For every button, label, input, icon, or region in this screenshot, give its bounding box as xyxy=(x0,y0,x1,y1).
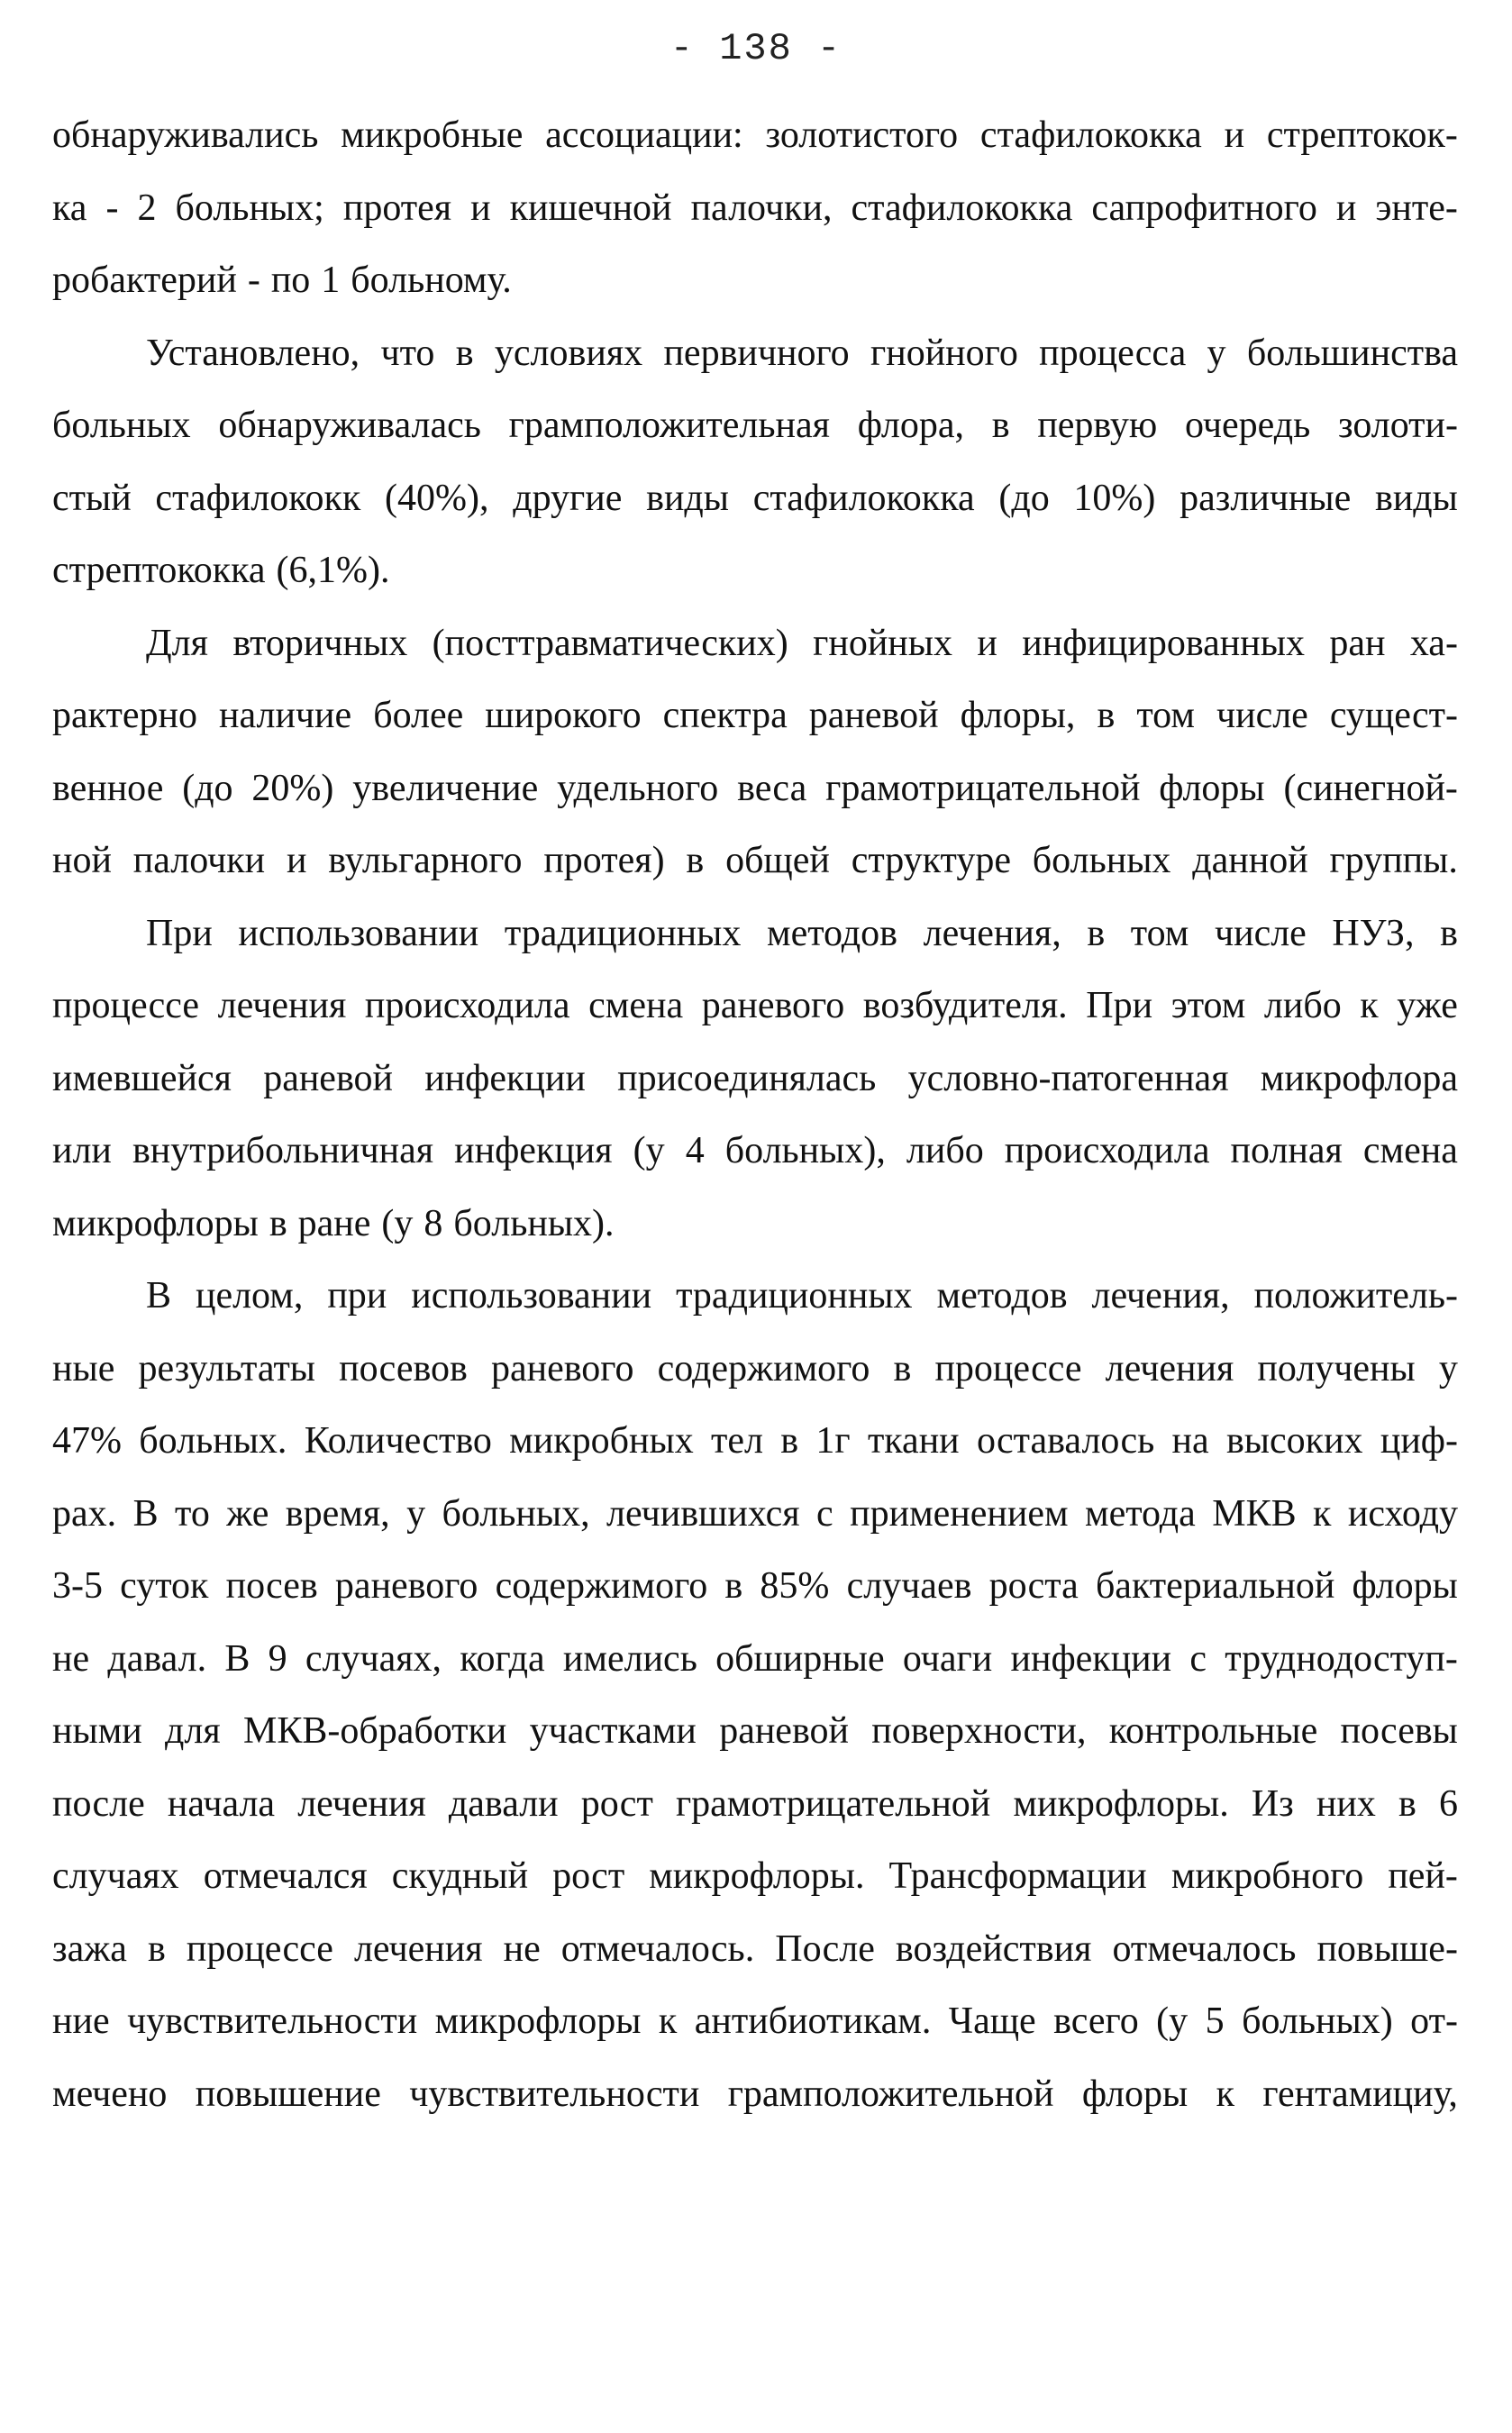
word: виды xyxy=(1374,477,1458,519)
word: флоры, xyxy=(960,695,1076,736)
word: данной xyxy=(1192,840,1308,881)
word: к xyxy=(1360,985,1379,1026)
word: с xyxy=(816,1492,833,1535)
word: гентамициу, xyxy=(1262,2073,1458,2115)
text-line xyxy=(52,970,1458,1043)
word: лечения xyxy=(1105,1347,1234,1390)
word: кишечной xyxy=(509,187,672,229)
word: раневого xyxy=(701,985,845,1026)
text-line xyxy=(52,898,1458,970)
word: циф- xyxy=(1380,1420,1458,1462)
word: в xyxy=(893,1347,912,1390)
word: (40%), xyxy=(385,477,489,519)
word: ране xyxy=(297,1202,371,1244)
word: 6 xyxy=(1438,1782,1458,1825)
word: ные xyxy=(52,1347,115,1390)
word: результаты xyxy=(138,1347,316,1390)
word: в xyxy=(686,840,705,881)
word: веса xyxy=(737,767,807,809)
word: В xyxy=(132,1492,159,1535)
word: вторичных xyxy=(232,622,408,664)
word: 1г xyxy=(815,1420,851,1462)
word: то xyxy=(175,1492,210,1535)
word: инфекции xyxy=(424,1057,586,1099)
word: структуре xyxy=(851,840,1011,881)
text-line xyxy=(52,825,1458,898)
text-line xyxy=(52,1333,1458,1406)
word: лечившихся xyxy=(606,1492,800,1535)
word: традиционных xyxy=(504,912,742,954)
word: микрофлоры. xyxy=(1013,1782,1229,1825)
word: либо xyxy=(1263,985,1342,1026)
word: когда xyxy=(460,1637,545,1680)
word: (до xyxy=(998,477,1050,519)
word: различные xyxy=(1180,477,1352,519)
word: бактериальной xyxy=(1095,1565,1335,1607)
word: труднодоступ- xyxy=(1225,1637,1458,1680)
word: у xyxy=(406,1492,426,1535)
word: При xyxy=(1086,985,1153,1026)
word: стый xyxy=(52,477,132,519)
word: виды xyxy=(646,477,730,519)
word: и xyxy=(977,622,997,664)
word: МКВ-обработки xyxy=(242,1710,507,1752)
word: больному. xyxy=(351,260,512,301)
word: грамположительной xyxy=(727,2073,1054,2115)
word: условно-патогенная xyxy=(907,1057,1229,1099)
word: лечения xyxy=(353,1927,483,1970)
word: случаев xyxy=(846,1565,972,1607)
word: инфекция xyxy=(454,1130,613,1171)
word: робактерий xyxy=(52,260,237,301)
word: в xyxy=(1440,912,1458,954)
text-line xyxy=(52,1043,1458,1116)
word: Для xyxy=(146,622,208,664)
text-line xyxy=(52,244,1458,317)
word: смена xyxy=(1362,1130,1458,1171)
word: большинства xyxy=(1246,332,1458,374)
word: первичного xyxy=(663,332,850,374)
word: давал. xyxy=(107,1637,207,1680)
text-line xyxy=(52,1913,1458,1986)
word: группы. xyxy=(1329,840,1458,881)
word: мечено xyxy=(52,2073,168,2115)
word: общей xyxy=(725,840,830,881)
word: и xyxy=(470,187,491,229)
word: процессе xyxy=(52,985,200,1026)
word: гнойного xyxy=(870,332,1018,374)
word: 4 xyxy=(685,1130,705,1171)
word: Установлено, xyxy=(146,332,360,374)
word: возбудителя. xyxy=(862,985,1068,1026)
word: и xyxy=(1335,187,1357,229)
word: скудный xyxy=(391,1855,529,1897)
word: 47% xyxy=(52,1420,122,1462)
word: по xyxy=(270,260,311,301)
word: микробного xyxy=(1170,1855,1364,1897)
word: Из xyxy=(1251,1782,1294,1825)
word: 5 xyxy=(1205,2000,1225,2042)
word: зажа xyxy=(52,1927,127,1970)
word: сущест- xyxy=(1329,695,1458,736)
word: лечения, xyxy=(923,912,1061,954)
word: отмечался xyxy=(203,1855,368,1897)
word: в xyxy=(780,1420,799,1462)
word: обнаруживались xyxy=(52,114,319,156)
text-line xyxy=(52,1115,1458,1188)
word: микрофлоры xyxy=(52,1202,259,1244)
word: Чаще xyxy=(948,2000,1036,2042)
word: после xyxy=(52,1782,145,1825)
text-line xyxy=(52,607,1458,680)
word: 8 xyxy=(424,1202,443,1244)
word: золоти- xyxy=(1337,405,1458,446)
word: ными xyxy=(52,1710,142,1752)
word: Количество xyxy=(304,1420,492,1462)
word: раневой xyxy=(808,695,939,736)
word: - xyxy=(247,260,260,301)
word: Трансформации xyxy=(888,1855,1147,1897)
word: ран xyxy=(1329,622,1386,664)
word: палочки, xyxy=(690,187,833,229)
word: палочки xyxy=(132,840,266,881)
word: очередь xyxy=(1184,405,1311,446)
word: широкого xyxy=(485,695,642,736)
word: ха- xyxy=(1409,622,1458,664)
word: участками xyxy=(529,1710,697,1752)
word: первую xyxy=(1037,405,1158,446)
word: и xyxy=(1224,114,1245,156)
text-line xyxy=(52,1623,1458,1696)
word: в xyxy=(724,1565,743,1607)
word: к xyxy=(658,2000,678,2042)
word: при xyxy=(327,1275,387,1317)
word: посев xyxy=(225,1565,318,1607)
word: этом xyxy=(1170,985,1246,1026)
word: чувствительности xyxy=(409,2073,700,2115)
text-line xyxy=(52,752,1458,825)
word: применением xyxy=(850,1492,1069,1535)
text-line xyxy=(52,1695,1458,1768)
word: вульгарного xyxy=(328,840,523,881)
word: поверхности, xyxy=(871,1710,1087,1752)
word: МКВ xyxy=(1212,1492,1297,1535)
text-line xyxy=(52,1260,1458,1333)
word: В xyxy=(146,1275,172,1317)
word: инфекции xyxy=(1010,1637,1172,1680)
word: флоры xyxy=(1352,1565,1458,1607)
word: больных, xyxy=(442,1492,590,1535)
word: рах. xyxy=(52,1492,117,1535)
word: в xyxy=(1398,1782,1416,1825)
word: всего xyxy=(1053,2000,1139,2042)
word: 20%) xyxy=(251,767,334,809)
word: в xyxy=(991,405,1010,446)
text-line xyxy=(52,1985,1458,2058)
word: в xyxy=(147,1927,166,1970)
word: стафилококк xyxy=(155,477,361,519)
word: раневой xyxy=(719,1710,849,1752)
word: венное xyxy=(52,767,164,809)
word: наличие xyxy=(219,695,352,736)
word: (у xyxy=(633,1130,665,1171)
word: 3-5 xyxy=(52,1565,103,1607)
word: них xyxy=(1316,1782,1376,1825)
word: ной xyxy=(52,840,112,881)
word: посевов xyxy=(339,1347,468,1390)
word: методов xyxy=(936,1275,1068,1317)
word: грамположительная xyxy=(508,405,830,446)
word: раневой xyxy=(263,1057,393,1099)
word: отмечалось. xyxy=(560,1927,755,1970)
word: повышение xyxy=(195,2073,381,2115)
word: грамотрицательной xyxy=(675,1782,991,1825)
word: 85% xyxy=(760,1565,830,1607)
word: (до xyxy=(182,767,233,809)
word: имевшейся xyxy=(52,1057,232,1099)
word: и xyxy=(286,840,307,881)
word: в xyxy=(1097,695,1116,736)
word: использовании xyxy=(238,912,479,954)
word: либо xyxy=(906,1130,984,1171)
word: очаги xyxy=(902,1637,993,1680)
word: в xyxy=(269,1202,287,1244)
word: микробных xyxy=(509,1420,694,1462)
word: ка xyxy=(52,187,87,229)
text-line xyxy=(52,1840,1458,1913)
word: более xyxy=(373,695,464,736)
word: больных), xyxy=(724,1130,886,1171)
word: чувствительности xyxy=(127,2000,418,2042)
word: больных; xyxy=(175,187,324,229)
word: 9 xyxy=(268,1637,287,1680)
word: к xyxy=(1313,1492,1332,1535)
word: больных). xyxy=(453,1202,615,1244)
word: НУЗ, xyxy=(1332,912,1415,954)
text-line xyxy=(52,534,1458,607)
word: 1 xyxy=(321,260,341,301)
word: смена xyxy=(588,985,684,1026)
word: время, xyxy=(285,1492,390,1535)
word: энте- xyxy=(1375,187,1458,229)
word: положитель- xyxy=(1253,1275,1458,1317)
word: случаях, xyxy=(305,1637,442,1680)
word: к xyxy=(1216,2073,1234,2115)
word: посевы xyxy=(1340,1710,1458,1752)
word: содержимого xyxy=(657,1347,870,1390)
word: После xyxy=(775,1927,875,1970)
word: получены xyxy=(1257,1347,1416,1390)
word: лечения xyxy=(217,985,347,1026)
text-line xyxy=(52,1478,1458,1551)
word: контрольные xyxy=(1108,1710,1318,1752)
word: рост xyxy=(552,1855,625,1897)
word: увеличение xyxy=(352,767,539,809)
word: происходила xyxy=(364,985,570,1026)
word: случаях xyxy=(52,1855,179,1897)
word: раневого xyxy=(491,1347,634,1390)
word: микрофлоры. xyxy=(649,1855,865,1897)
word: микробные xyxy=(341,114,524,156)
word: присоединялась xyxy=(617,1057,877,1099)
word: флора, xyxy=(857,405,964,446)
word: 2 xyxy=(137,187,157,229)
word: от- xyxy=(1410,2000,1458,2042)
word: флоры xyxy=(1159,767,1265,809)
word: обнаруживалась xyxy=(218,405,481,446)
word: При xyxy=(146,912,213,954)
word: ткани xyxy=(867,1420,960,1462)
word: не xyxy=(52,1637,90,1680)
word: что xyxy=(380,332,435,374)
text-line xyxy=(52,1550,1458,1623)
word: тел xyxy=(711,1420,763,1462)
word: спектра xyxy=(662,695,788,736)
word: обширные xyxy=(715,1637,885,1680)
word: процессе xyxy=(186,1927,333,1970)
word: числе xyxy=(1214,912,1307,954)
word: флоры xyxy=(1081,2073,1189,2115)
word: - xyxy=(105,187,119,229)
word: (у xyxy=(1156,2000,1189,2042)
word: удельного xyxy=(557,767,719,809)
word: процессе xyxy=(934,1347,1082,1390)
word: ние xyxy=(52,2000,110,2042)
word: больных) xyxy=(1242,2000,1393,2042)
word: воздействия xyxy=(895,1927,1092,1970)
word: протея) xyxy=(543,840,665,881)
word: целом, xyxy=(195,1275,304,1317)
word: у xyxy=(1207,332,1226,374)
word: гнойных xyxy=(813,622,952,664)
word: больных xyxy=(52,405,191,446)
text-line xyxy=(52,2058,1458,2131)
word: другие xyxy=(513,477,623,519)
word: том xyxy=(1130,912,1189,954)
text-line xyxy=(52,1405,1458,1478)
word: с xyxy=(1189,1637,1207,1680)
word: метода xyxy=(1085,1492,1196,1535)
word: методов xyxy=(766,912,897,954)
word: стафилококка xyxy=(752,477,975,519)
word: стрептококка xyxy=(52,550,266,591)
text-line xyxy=(52,1188,1458,1261)
word: ассоциации: xyxy=(545,114,743,156)
word: или xyxy=(52,1130,112,1171)
word: же xyxy=(226,1492,269,1535)
text-line xyxy=(52,1768,1458,1841)
word: протея xyxy=(342,187,452,229)
word: суток xyxy=(120,1565,209,1607)
word: роста xyxy=(988,1565,1079,1607)
word: рост xyxy=(580,1782,653,1825)
word: пей- xyxy=(1388,1855,1458,1897)
word: традиционных xyxy=(676,1275,913,1317)
word: внутрибольничная xyxy=(132,1130,434,1171)
word: для xyxy=(165,1710,221,1752)
word: в xyxy=(1087,912,1106,954)
word: лечения xyxy=(297,1782,426,1825)
word: стафилококка xyxy=(851,187,1073,229)
word: полная xyxy=(1230,1130,1343,1171)
text-line xyxy=(52,99,1458,172)
page-number: - 138 - xyxy=(669,27,843,70)
text-line xyxy=(52,172,1458,245)
word: антибиотикам. xyxy=(694,2000,932,2042)
word: 10%) xyxy=(1073,477,1156,519)
word: инфицированных xyxy=(1022,622,1305,664)
word: сапрофитного xyxy=(1091,187,1317,229)
word: рактерно xyxy=(52,695,197,736)
word: микрофлора xyxy=(1260,1057,1458,1099)
word: исходу xyxy=(1347,1492,1458,1535)
word: высоких xyxy=(1225,1420,1363,1462)
word: стафилококка xyxy=(979,114,1202,156)
word: содержимого xyxy=(495,1565,708,1607)
word: В xyxy=(224,1637,250,1680)
word: грамотрицательной xyxy=(825,767,1141,809)
text-line xyxy=(52,679,1458,752)
body-text xyxy=(52,99,1458,2130)
word: (синегной- xyxy=(1283,767,1458,809)
word: имелись xyxy=(562,1637,697,1680)
text-line xyxy=(52,389,1458,462)
word: на xyxy=(1171,1420,1209,1462)
word: том xyxy=(1136,695,1195,736)
text-line xyxy=(52,462,1458,535)
word: (у xyxy=(381,1202,414,1244)
word: раневого xyxy=(334,1565,478,1607)
word: золотистого xyxy=(765,114,959,156)
word: повыше- xyxy=(1316,1927,1458,1970)
word: лечения, xyxy=(1091,1275,1230,1317)
word: больных. xyxy=(139,1420,287,1462)
word: стрептокок- xyxy=(1266,114,1458,156)
word: больных xyxy=(1032,840,1171,881)
word: (6,1%). xyxy=(276,550,390,591)
word: (посттравматических) xyxy=(432,622,788,664)
word: микрофлоры xyxy=(434,2000,642,2042)
word: отмечалось xyxy=(1112,1927,1297,1970)
word: условиях xyxy=(494,332,643,374)
word: в xyxy=(455,332,474,374)
word: начала xyxy=(167,1782,276,1825)
word: использовании xyxy=(411,1275,652,1317)
text-line xyxy=(52,317,1458,390)
word: происходила xyxy=(1004,1130,1210,1171)
word: числе xyxy=(1216,695,1308,736)
word: у xyxy=(1438,1347,1458,1390)
word: процесса xyxy=(1039,332,1187,374)
word: давали xyxy=(448,1782,559,1825)
word: не xyxy=(503,1927,541,1970)
word: уже xyxy=(1397,985,1458,1026)
word: оставалось xyxy=(976,1420,1155,1462)
